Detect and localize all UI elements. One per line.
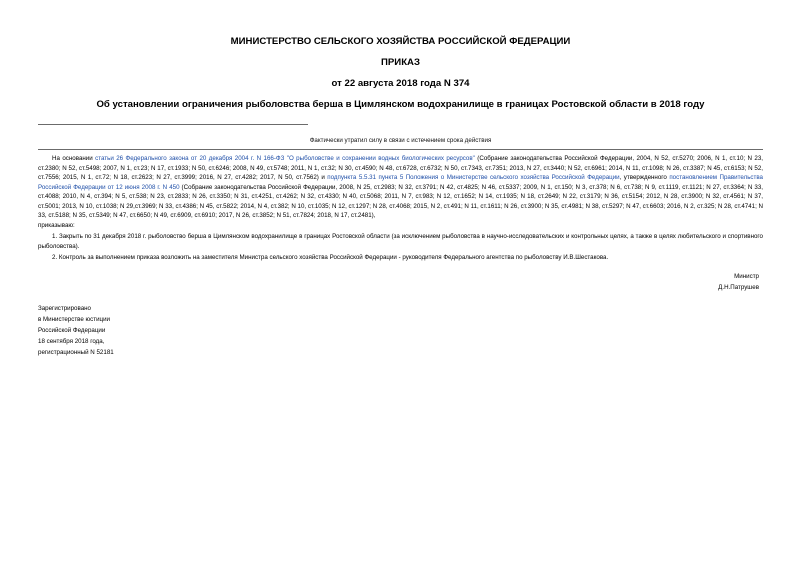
signature-block <box>38 271 763 293</box>
signature-position: Министр <box>734 272 759 280</box>
preamble-middle-1: (Собрание законодательства Российской Федерации, 2004, N 52, ст.5270; 2006, N 1, ст.10; N 23, ст.2380; N 52, ст.5498; 2007, N 1, ст.23; N 17, ст.1933; N 50, ст.6246; 2008, N 49, ст.5748; 2011, N 1, ст.32; N 30, ст.4590; N 48, ст.6728, ст.6732; N 50, ст.7343, ст.7351; 2013, N 27, ст.3440; N 52, ст.6961; 2014, N 11, ст.1098; N 26, ст.3387; N 45, ст.6153; N 52, ст.7556; 2015, N 1, ст.72; N 18, ст.2623; N 27, ст.3999; 2016, N 27, ст.4282; 2017, N 50, ст.7562) и <box>38 155 764 181</box>
signature-name: Д.Н.Патрушев <box>718 283 759 291</box>
divider-short <box>38 124 308 125</box>
registration-line-2: в Министерстве юстиции <box>38 315 111 323</box>
registration-block <box>38 303 763 358</box>
registration-line-5: регистрационный N 52181 <box>38 348 114 356</box>
registration-line-3: Российской Федерации <box>38 326 106 334</box>
registration-line-1: Зарегистрировано <box>38 304 91 312</box>
preamble-lead: На основании <box>52 155 96 162</box>
preamble-tail: (Собрание законодательства Российской Федерации, 2008, N 25, ст.2983; N 32, ст.3791; N 42, ст.4825; N 46, ст.5337; 2009, N 1, ст.150; N 3, ст.378; N 6, ст.738; N 9, ст.1119, ст.1121; N 27, ст.3364; N 33, ст.4088; 2010, N 4, ст.394; N 5, ст.538; N 23, ст.2833; N 26, ст.3350; N 31, ст.4251, ст.4262; N 32, ст.4330; N 40, ст.5068; 2011, N 7, ст.983; N 12, ст.1652; N 14, ст.1935; N 18, ст.2649; N 22, ст.3179; N 36, ст.5154; 2012, N 28, ст.3900; N 32, ст.4561; N 37, ст.5001; 2013, N 10, ст.1038; N 29,ст.3969; N 33, ст.4386; N 45, ст.5822; 2014, N 4, ст.382; N 10, ст.1035; N 12, ст.1297; N 28, ст.4068; 2015, N 2, ст.491; N 11, ст.1611; N 26, ст.3900; N 35, ст.4981; N 38, ст.5297; N 47, ст.6603; 2016, N 2, ст.325; N 28, ст.4741; N 33, ст.5188; N 35, ст.5349; N 47, ст.6650; N 49, ст.6909, ст.6910; 2017, N 26, ст.3852; N 51, ст.7824; 2018, N 17, ст.2481), <box>38 183 763 219</box>
document-title: Об установлении ограничения рыболовства берша в Цимлянском водохранилище в границах Ростовской области в 2018 году <box>96 99 705 110</box>
order-item-1: 1. Закрыть по 31 декабря 2018 г. рыболовство берша в Цимлянском водохранилище в границах Ростовской области (за исключением рыболовства в научно-исследовательских и контрольных целях, а также в целях любительского и спортивного рыболовства). <box>38 233 763 250</box>
order-word: приказываю: <box>38 221 75 229</box>
preamble-paragraph <box>38 154 763 221</box>
divider-long <box>38 149 763 150</box>
order-date: от 22 августа 2018 года N 374 <box>331 78 470 89</box>
status-note: Фактически утратил силу в связи с истечением срока действия <box>309 137 492 144</box>
government-decree-link[interactable]: постановлением Правительства Российской Федерации от 12 июня 2008 г. N 450 <box>38 174 764 191</box>
order-item-2: 2. Контроль за выполнением приказа возложить на заместителя Министра сельского хозяйства Российской Федерации - руководителя Федерального агентства по рыболовству И.В.Шестакова. <box>52 254 609 261</box>
regulation-clause-link[interactable]: подпункта 5.5.31 пункта 5 Положения о Министерстве сельского хозяйства Российской Федерации <box>327 174 620 181</box>
law-article-link[interactable]: статьи 26 Федерального закона от 20 декабря 2004 г. N 166-ФЗ "О рыболовстве и сохранении водных биологических ресурсов" <box>95 155 475 162</box>
preamble-middle-2: , утвержденного <box>619 174 670 181</box>
document-type: ПРИКАЗ <box>381 57 420 68</box>
ministry-name: МИНИСТЕРСТВО СЕЛЬСКОГО ХОЗЯЙСТВА РОССИЙСКОЙ ФЕДЕРАЦИИ <box>230 36 571 47</box>
registration-line-4: 18 сентября 2018 года, <box>38 337 105 345</box>
